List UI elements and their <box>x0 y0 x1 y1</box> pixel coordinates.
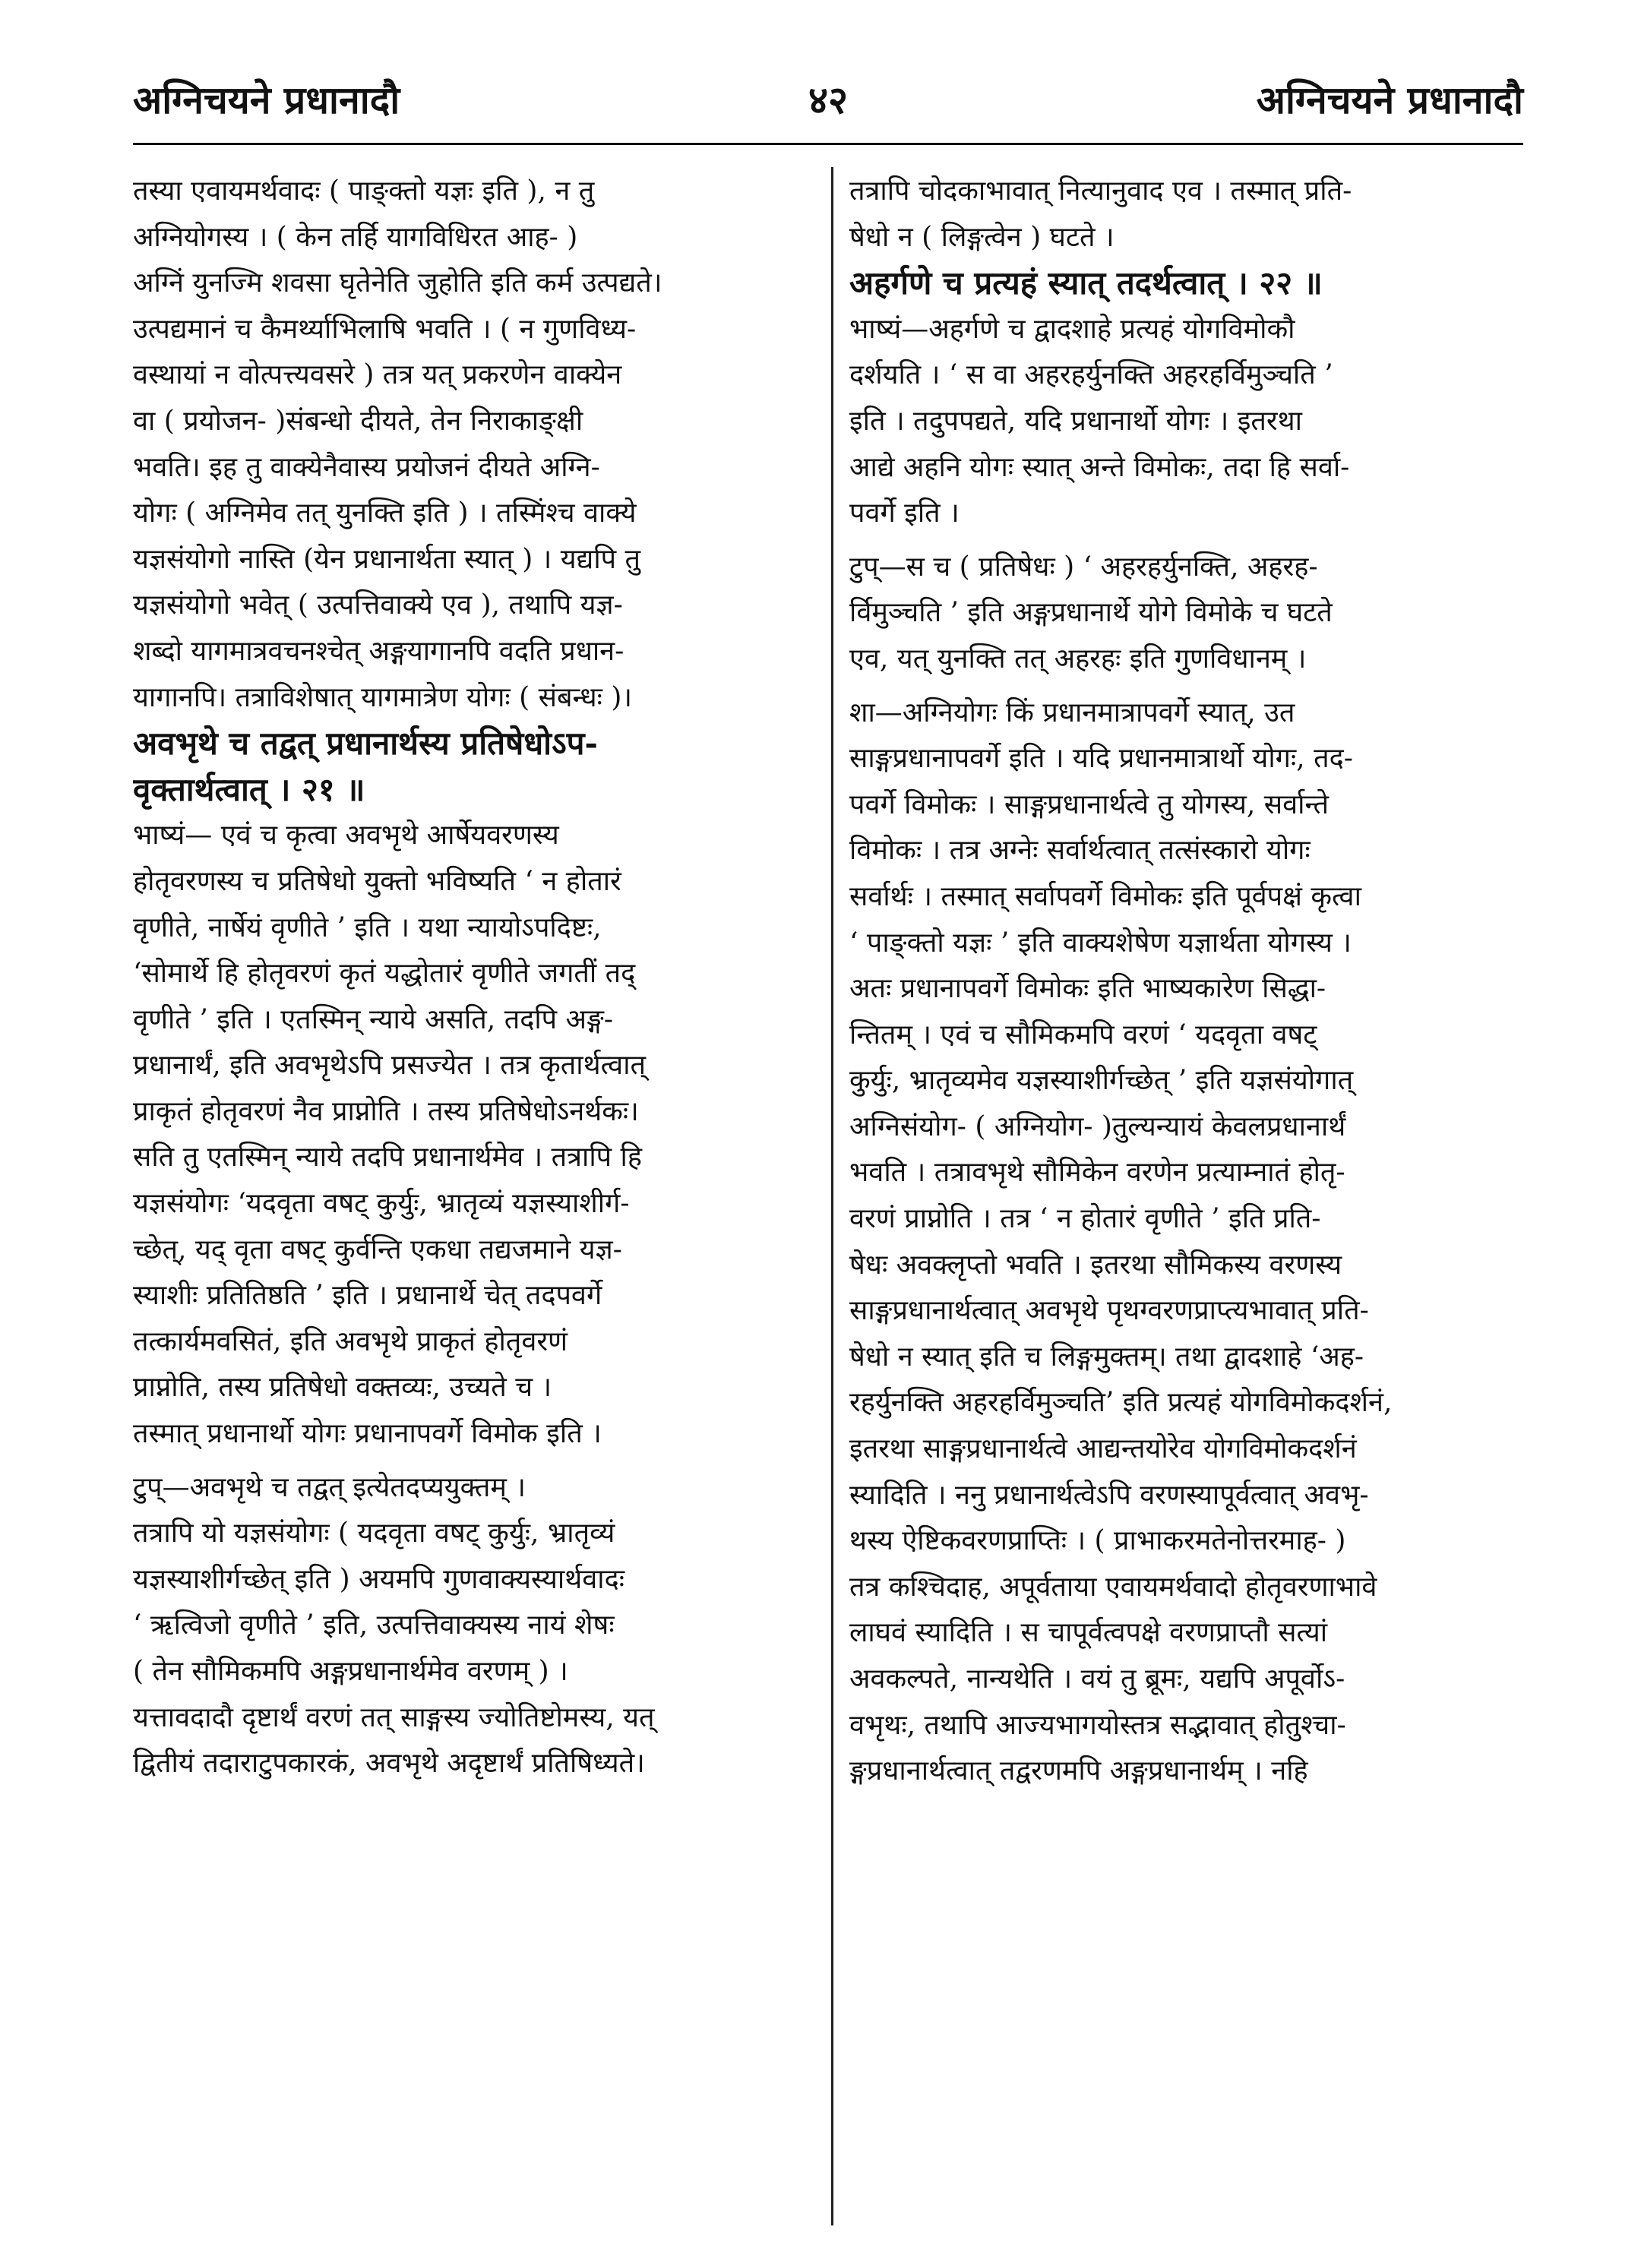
text-line: ‘ ऋत्विजो वृणीते ’ इति, उत्पत्तिवाक्यस्य नायं शेषः <box>133 1609 615 1641</box>
running-head-right: अग्निचयने प्रधानादौ <box>1256 78 1523 122</box>
text-line: इति । तदुपपद्यते, यदि प्रधानार्थो योगः । इतरथा <box>849 405 1302 437</box>
page-number: ४२ <box>808 78 848 122</box>
text-line: आद्ये अहनि योगः स्यात् अन्ते विमोकः, तदा हि सर्वा- <box>849 451 1350 483</box>
text-line: यज्ञसंयोगः ‘यदवृता वषट् कुर्युः, भ्रातृव्यं यज्ञस्याशीर्ग- <box>133 1188 630 1220</box>
text-line: वृणीते ’ इति । एतस्मिन् न्याये असति, तदपि अङ्ग- <box>133 1003 614 1035</box>
text-line: तस्या एवायमर्थवादः ( पाङ्क्तो यज्ञः इति ), न तु <box>133 175 595 207</box>
text-line: प्रधानार्थं, इति अवभृथेऽपि प्रसज्येत । तत्र कृतार्थत्वात् <box>133 1050 647 1082</box>
text-line: ङ्गप्रधानार्थत्वात् तद्वरणमपि अङ्गप्रधानार्थम् । नहि <box>849 1755 1308 1787</box>
text-line: पवर्गे इति । <box>849 498 960 529</box>
text-line: वस्थायां न वोत्पत्त्यवसरे ) तत्र यत् प्रकरणेन वाक्येन <box>133 359 622 391</box>
text-line: यत्तावदादौ दृष्टार्थं वरणं तत् साङ्गस्य ज्योतिष्टोमस्य, यत् <box>133 1701 655 1733</box>
text-line: षेधो न ( लिङ्गत्वेन ) घटते । <box>849 221 1115 253</box>
sutra-heading: अहर्गणे च प्रत्यहं स्यात् तदर्थत्वात् । २२ ॥ <box>849 264 1323 302</box>
text-line: होतृवरणस्य च प्रतिषेधो युक्तो भविष्यति ‘ न होतारं <box>133 865 621 897</box>
text-line: तत्र कश्चिदाह, अपूर्वताया एवायमर्थवादो होतृवरणाभावे <box>849 1571 1377 1603</box>
text-line: टुप्—अवभृथे च तद्वत् इत्येतदप्ययुक्तम् । <box>133 1471 526 1503</box>
left-column <box>133 169 813 1787</box>
running-head-left: अग्निचयने प्रधानादौ <box>133 78 400 122</box>
text-line: न्तितम् । एवं च सौमिकमपि वरणं ‘ यदवृता वषट् <box>849 1019 1317 1050</box>
text-line: भवति । तत्रावभृथे सौमिकेन वरणेन प्रत्याम्नातं होतृ- <box>849 1157 1345 1189</box>
text-line: तत्कार्यमवसितं, इति अवभृथे प्राकृतं होतृवरणं <box>133 1325 568 1357</box>
text-line: शा—अग्नियोगः किं प्रधानमात्रापवर्गे स्यात्, उत <box>849 697 1295 728</box>
text-line: शब्दो यागमात्रवचनश्चेत् अङ्गयागानपि वदति प्रधान- <box>133 635 624 667</box>
sutra-heading: वृक्तार्थत्वात् । २१ ॥ <box>133 770 365 808</box>
text-line: यागानपि। तत्राविशेषात् यागमात्रेण योगः ( संबन्धः )। <box>133 681 633 713</box>
text-line: वृणीते, नार्षेयं वृणीते ’ इति । यथा न्यायोऽपदिष्टः, <box>133 911 602 943</box>
text-line: भवति। इह तु वाक्येनैवास्य प्रयोजनं दीयते अग्नि- <box>133 451 600 483</box>
text-line: सति तु एतस्मिन् न्याये तदपि प्रधानार्थमेव । तत्रापि हि <box>133 1142 642 1173</box>
text-line: अतः प्रधानापवर्गे विमोकः इति भाष्यकारेण सिद्धा- <box>849 973 1326 1005</box>
text-line: ‘ पाङ्क्तो यज्ञः ’ इति वाक्यशेषेण यज्ञार्थता योगस्य । <box>849 927 1352 959</box>
text-line: तत्रापि यो यज्ञसंयोगः ( यदवृता वषट् कुर्युः, भ्रातृव्यं <box>133 1518 615 1549</box>
text-line: षेधो न स्यात् इति च लिङ्गमुक्तम्। तथा द्वादशाहे ‘अह- <box>849 1341 1364 1372</box>
text-line: इतरथा साङ्गप्रधानार्थत्वे आद्यन्तयोरेव योगविमोकदर्शनं <box>849 1433 1357 1465</box>
text-line: थस्य ऐष्टिकवरणप्राप्तिः । ( प्राभाकरमतेनोत्तरमाह- ) <box>849 1525 1346 1557</box>
text-line: वा ( प्रयोजन- )संबन्धो दीयते, तेन निराकाङ्क्षी <box>133 405 583 437</box>
text-line: भाष्यं— एवं च कृत्वा अवभृथे आर्षेयवरणस्य <box>133 820 559 851</box>
text-line: लाघवं स्यादिति । स चापूर्वत्वपक्षे वरणप्राप्तौ सत्यां <box>849 1617 1328 1649</box>
text-line: प्राप्नोति, तस्य प्रतिषेधो वक्तव्यः, उच्यते च । <box>133 1372 552 1404</box>
text-line: साङ्गप्रधानापवर्गे इति । यदि प्रधानमात्रार्थो योगः, तद- <box>849 743 1353 775</box>
text-line: यज्ञस्याशीर्गच्छेत् इति ) अयमपि गुणवाक्यस्यार्थवादः <box>133 1563 624 1595</box>
text-line: दर्शयति । ‘ स वा अहरहर्युनक्ति अहरहर्विमुञ्चति ’ <box>849 359 1333 391</box>
right-column <box>849 169 1522 1795</box>
page-header <box>133 70 1523 131</box>
text-line: कुर्युः, भ्रातृव्यमेव यज्ञस्याशीर्गच्छेत् ’ इति यज्ञसंयोगात् <box>849 1065 1354 1097</box>
text-line: यज्ञसंयोगो भवेत् ( उत्पत्तिवाक्ये एव ), तथापि यज्ञ- <box>133 589 623 621</box>
sutra-heading: अवभृथे च तद्वत् प्रधानार्थस्य प्रतिषेधोऽप- <box>133 725 598 763</box>
text-line: अग्निं युनज्मि शवसा घृतेनेति जुहोति इति कर्म उत्पद्यते। <box>133 267 662 299</box>
text-line: अवकल्पते, नान्यथेति । वयं तु ब्रूमः, यद्यपि अपूर्वोऽ- <box>849 1663 1345 1695</box>
text-line: यज्ञसंयोगो नास्ति (येन प्रधानार्थता स्यात् ) । यद्यपि तु <box>133 543 641 575</box>
text-line: वरणं प्राप्नोति । तत्र ‘ न होतारं वृणीते ’ इति प्रति- <box>849 1203 1321 1235</box>
text-line: रहर्युनक्ति अहरहर्विमुञ्चति’ इति प्रत्यहं योगविमोकदर्शनं, <box>849 1387 1393 1419</box>
text-line: अग्नियोगस्य । ( केन तर्हि यागविधिरत आह- ) <box>133 221 578 253</box>
text-line: र्विमुञ्चति ’ इति अङ्गप्रधानार्थे योगे विमोके च घटते <box>849 597 1333 629</box>
header-rule <box>133 143 1523 145</box>
text-line: योगः ( अग्निमेव तत् युनक्ति इति ) । तस्मिंश्च वाक्ये <box>133 498 637 529</box>
text-line: स्याशीः प्रतितिष्ठति ’ इति । प्रधानार्थे चेत् तदपवर्गे <box>133 1280 602 1312</box>
text-line: साङ्गप्रधानार्थत्वात् अवभृथे पृथग्वरणप्राप्त्यभावात् प्रति- <box>849 1295 1369 1327</box>
text-line: स्यादिति । ननु प्रधानार्थत्वेऽपि वरणस्यापूर्वत्वात् अवभृ- <box>849 1479 1369 1511</box>
text-line: वभृथः, तथापि आज्यभागयोस्तत्र सद्भावात् होतुश्चा- <box>849 1709 1346 1741</box>
text-line: ‘सोमार्थे हि होतृवरणं कृतं यद्धोतारं वृणीते जगतीं तद् <box>133 958 636 990</box>
text-line: प्राकृतं होतृवरणं नैव प्राप्नोति । तस्य प्रतिषेधोऽनर्थकः। <box>133 1095 639 1127</box>
text-line: भाष्यं—अहर्गणे च द्वादशाहे प्रत्यहं योगविमोकौ <box>849 313 1295 345</box>
text-line: तस्मात् प्रधानार्थो योगः प्रधानापवर्गे विमोक इति । <box>133 1418 602 1450</box>
text-line: अग्निसंयोग- ( अग्नियोग- )तुल्यन्यायं केवलप्रधानार्थं <box>849 1110 1346 1142</box>
text-line: द्वितीयं तदाराटुपकारकं, अवभृथे अदृष्टार्थं प्रतिषिध्यते। <box>133 1748 645 1780</box>
text-line: टुप्—स च ( प्रतिषेधः ) ‘ अहरहर्युनक्ति, अहरह- <box>849 551 1318 583</box>
text-line: विमोकः । तत्र अग्नेः सर्वार्थत्वात् तत्संस्कारो योगः <box>849 835 1311 867</box>
text-line: पवर्गे विमोकः । साङ्गप्रधानार्थत्वे तु योगस्य, सर्वान्ते <box>849 788 1330 820</box>
text-line: उत्पद्यमानं च कैमर्थ्याभिलाषि भवति । ( न गुणविध्य- <box>133 313 637 345</box>
text-line: एव, यत् युनक्ति तत् अहरहः इति गुणविधानम् । <box>849 643 1307 674</box>
column-divider <box>831 167 833 2225</box>
text-line: च्छेत्, यद् वृता वषट् कुर्वन्ति एकधा तद्यजमाने यज्ञ- <box>133 1234 622 1265</box>
text-line: ( तेन सौमिकमपि अङ्गप्रधानार्थमेव वरणम् ) । <box>133 1656 568 1687</box>
text-line: षेधः अवक्लृप्तो भवति । इतरथा सौमिकस्य वरणस्य <box>849 1249 1342 1281</box>
text-line: तत्रापि चोदकाभावात् नित्यानुवाद एव । तस्मात् प्रति- <box>849 175 1352 207</box>
text-line: सर्वार्थः । तस्मात् सर्वापवर्गे विमोकः इति पूर्वपक्षं कृत्वा <box>849 880 1361 912</box>
